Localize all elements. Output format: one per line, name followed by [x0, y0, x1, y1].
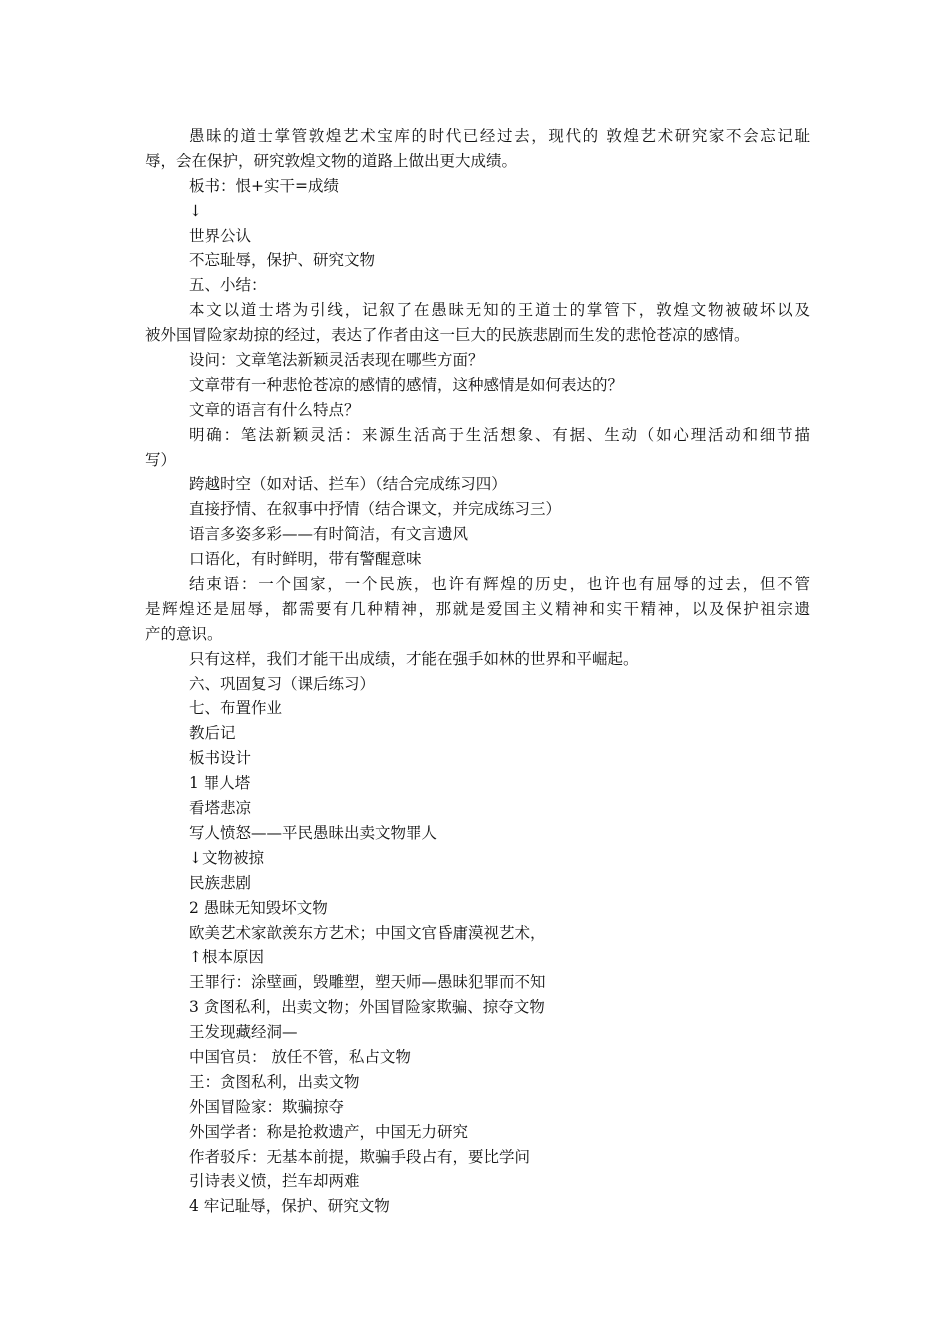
text-line: 王发现藏经洞— [189, 1023, 298, 1042]
text-line: ↓文物被掠 [189, 848, 264, 867]
text-line: 直接抒情、在叙事中抒情（结合课文，并完成练习三） [189, 500, 562, 519]
text-line: 外国学者：称是抢救遗产，中国无力研究 [189, 1122, 469, 1141]
text-line: 板书设计 [189, 749, 252, 768]
text-line: 辱，会在保护，研究敦煌文物的道路上做出更大成绩。 [145, 151, 518, 170]
text-line: 作者驳斥：无基本前提，欺骗手段占有，要比学问 [189, 1147, 531, 1166]
text-line: 愚昧的道士掌管敦煌艺术宝库的时代已经过去，现代的 敦煌艺术研究家不会忘记耻 [189, 127, 810, 145]
text-line: 文章带有一种悲怆苍凉的感情的感情，这种感情是如何表达的？ [189, 375, 624, 394]
text-line: 设问：文章笔法新颖灵活表现在哪些方面？ [189, 351, 484, 370]
text-line: 是辉煌还是屈辱，都需要有几种精神，那就是爱国主义精神和实干精神，以及保护祖宗遗 [145, 599, 810, 618]
text-line: 本文以道士塔为引线，记叙了在愚昧无知的王道士的掌管下，敦煌文物被破坏以及 [189, 301, 810, 320]
text-line: 看塔悲凉 [189, 799, 252, 818]
text-line: 语言多姿多彩——有时简洁，有文言遗风 [189, 525, 469, 544]
text-line: 引诗表义愤，拦车却两难 [189, 1172, 360, 1191]
text-line: 外国冒险家：欺骗掠夺 [189, 1097, 345, 1116]
text-line: 不忘耻辱，保护、研究文物 [189, 251, 376, 270]
text-line: 2 愚昧无知毁坏文物 [189, 898, 328, 917]
text-line: 六、巩固复习（课后练习） [189, 674, 376, 693]
text-line: 民族悲剧 [189, 873, 252, 892]
text-line: 教后记 [189, 724, 236, 743]
text-line: ↓ [189, 201, 202, 220]
text-line: 3 贪图私利，出卖文物；外国冒险家欺骗、掠夺文物 [189, 998, 545, 1017]
text-line: 中国官员： 放任不管，私占文物 [189, 1047, 411, 1066]
text-line: 文章的语言有什么特点？ [189, 400, 360, 419]
text-line: 王：贪图私利，出卖文物 [189, 1072, 360, 1091]
text-line: 被外国冒险家劫掠的经过，表达了作者由这一巨大的民族悲剧而生发的悲怆苍凉的感情。 [145, 326, 750, 345]
text-line: 结束语：一个国家，一个民族，也许有辉煌的历史，也许也有屈辱的过去，但不管 [189, 575, 810, 594]
text-line: 4 牢记耻辱，保护、研究文物 [189, 1197, 390, 1216]
text-line: 写人愤怒——平民愚昧出卖文物罪人 [189, 823, 438, 842]
text-line: 产的意识。 [145, 624, 223, 643]
text-line: 只有这样，我们才能干出成绩，才能在强手如林的世界和平崛起。 [189, 649, 639, 668]
text-line: 1 罪人塔 [189, 774, 251, 793]
text-line: ↑根本原因 [189, 948, 264, 967]
text-line: 口语化，有时鲜明，带有警醒意味 [189, 550, 422, 569]
text-line: 跨越时空（如对话、拦车）（结合完成练习四） [189, 475, 507, 494]
text-line: 七、布置作业 [189, 699, 283, 718]
text-line: 写） [145, 450, 177, 469]
text-line: 王罪行：涂壁画，毁雕塑，塑天师—愚昧犯罪而不知 [189, 973, 546, 992]
text-line: 五、小结： [189, 276, 267, 295]
text-line: 板书：恨+实干=成绩 [189, 176, 339, 195]
text-line: 明确：笔法新颖灵活：来源生活高于生活想象、有据、生动（如心理活动和细节描 [189, 425, 810, 444]
text-line: 欧美艺术家歆羡东方艺术；中国文官昏庸漠视艺术， [189, 923, 546, 942]
text-line: 世界公认 [189, 226, 252, 245]
document-body [145, 124, 810, 1219]
